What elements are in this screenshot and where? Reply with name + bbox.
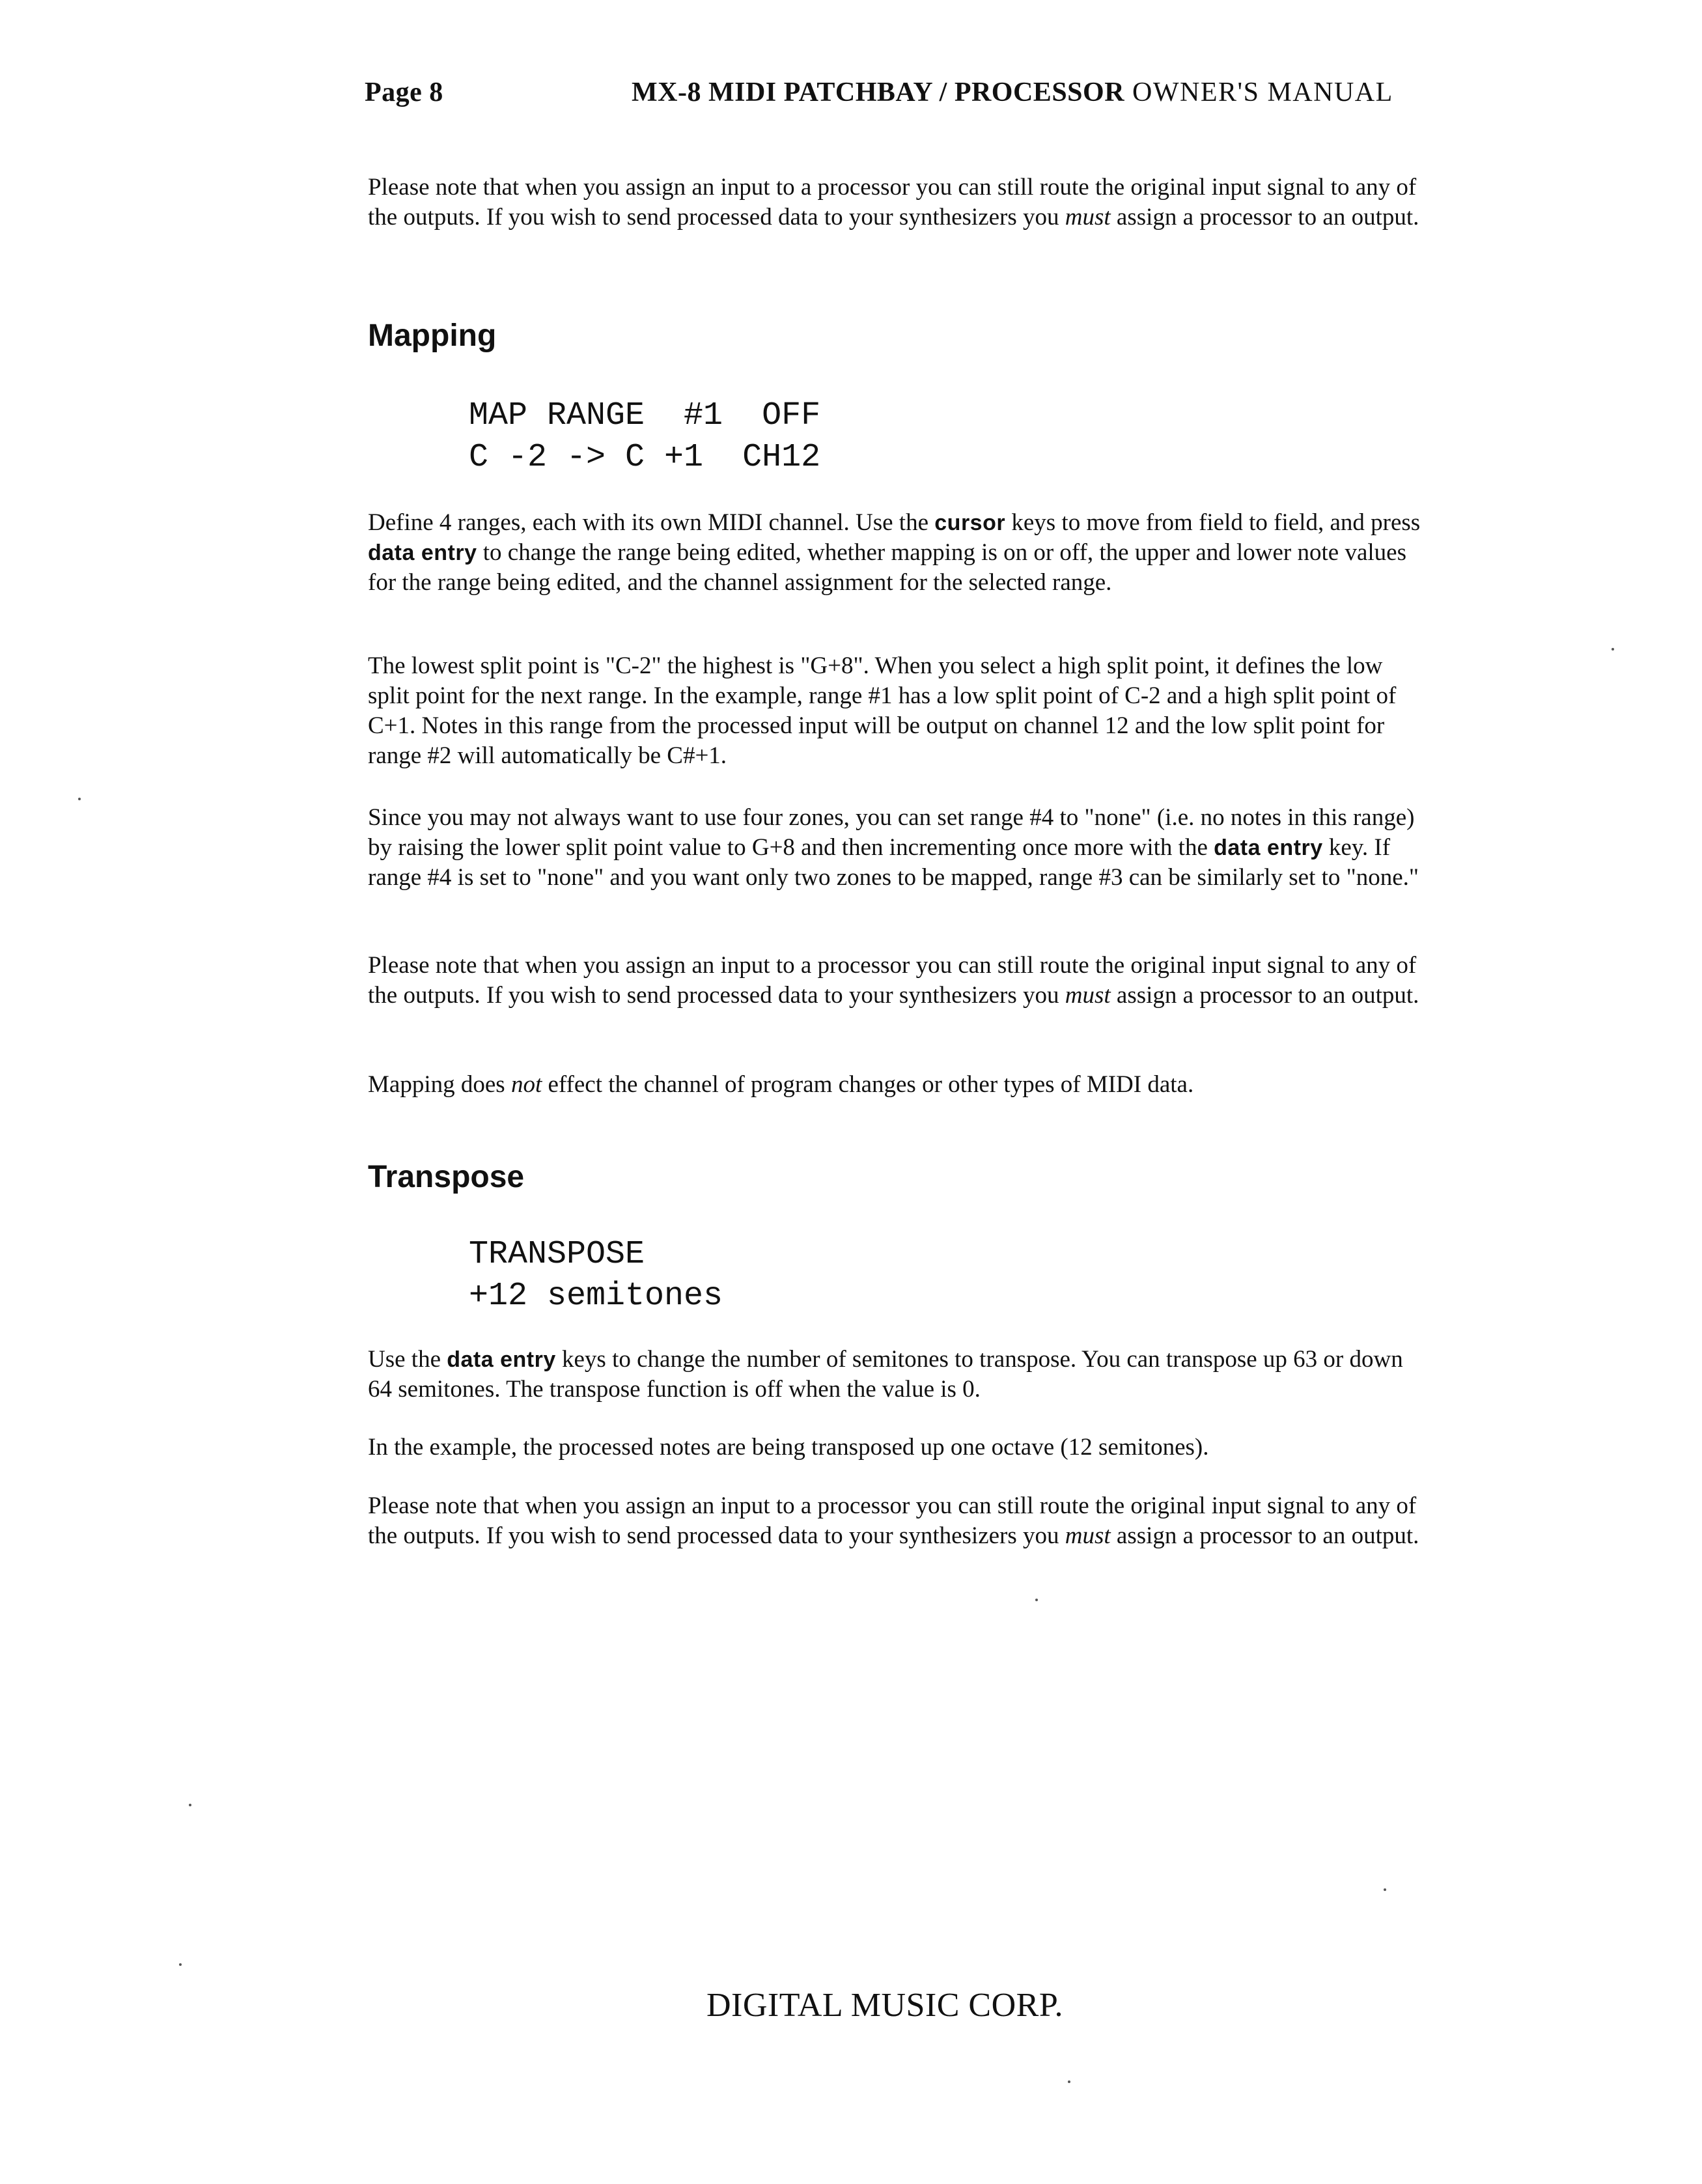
page-header	[365, 77, 1472, 116]
mapping-paragraph-4	[368, 951, 1423, 1011]
mapping-paragraph-3	[368, 803, 1423, 893]
mapping-p4-text-a: Please note that when you assign an input to a processor you can still route the original input signal to any of the outputs. If you wish to send processed data to your synthesizers you	[368, 952, 1417, 1009]
intro-text-a: Please note that when you assign an input to a processor you can still route the original input signal to any of the outputs. If you wish to send processed data to your synthesizers you	[368, 174, 1417, 231]
data-entry-key-label: data entry	[1214, 835, 1323, 860]
mapping-lcd-line-2: C -2 -> C +1 CH12	[469, 439, 821, 476]
page-number: Page 8	[365, 77, 443, 107]
transpose-paragraph-3	[368, 1491, 1423, 1551]
transpose-heading: Transpose	[368, 1160, 525, 1194]
intro-paragraph	[368, 173, 1423, 232]
transpose-p3-emphasis: must	[1065, 1522, 1111, 1549]
mapping-p3-text-a: Since you may not always want to use four zones, you can set range #4 to "none" (i.e. no notes in this range) by raising the lower split point value to G+8 and then incrementing once more with the	[368, 804, 1415, 861]
document-title-bold: MX-8 MIDI PATCHBAY / PROCESSOR	[632, 77, 1125, 107]
mapping-paragraph-5	[368, 1070, 1423, 1100]
document-title	[632, 77, 1393, 108]
scan-speck	[1611, 648, 1614, 651]
scan-speck	[1068, 2080, 1070, 2083]
scan-speck	[189, 1804, 191, 1806]
mapping-p5-emphasis: not	[510, 1071, 542, 1098]
mapping-p4-emphasis: must	[1065, 982, 1111, 1009]
transpose-paragraph-2: In the example, the processed notes are being transposed up one octave (12 semitones).	[368, 1434, 1209, 1461]
scan-speck	[1035, 1599, 1038, 1601]
intro-emphasis: must	[1065, 204, 1111, 231]
transpose-p3-text-b: assign a processor to an output.	[1110, 1522, 1419, 1549]
scan-speck	[179, 1963, 182, 1966]
mapping-paragraph-2: The lowest split point is "C-2" the highest is "G+8". When you select a high split point, it defines the low split point for the next range. In the example, range #1 has a low split point of C-2 and a high split point of C+1. Notes in this range from the processed input will be output on channel 12 and the low split point for range #2 will automatically be C#+1.	[368, 652, 1397, 769]
cursor-key-label: cursor	[934, 511, 1006, 535]
mapping-lcd-display	[469, 395, 820, 479]
mapping-heading: Mapping	[368, 318, 497, 353]
page-footer-company: DIGITAL MUSIC CORP.	[706, 1987, 1064, 2024]
data-entry-key-label: data entry	[368, 540, 477, 565]
document-title-rest: OWNER'S MANUAL	[1124, 77, 1393, 107]
intro-text-b: assign a processor to an output.	[1110, 204, 1419, 231]
transpose-p1-text-b: keys to change the number of semitones to transpose. You can transpose up 63 or down 64 semitones. The transpose function is off when the value is 0.	[368, 1346, 1403, 1403]
transpose-paragraph-1	[368, 1345, 1423, 1405]
mapping-p5-text-b: effect the channel of program changes or other types of MIDI data.	[542, 1071, 1194, 1098]
mapping-p1-text-c: to change the range being edited, whether mapping is on or off, the upper and lower note values for the range being edited, and the channel assignment for the selected range.	[368, 539, 1406, 596]
transpose-lcd-display	[469, 1234, 723, 1317]
transpose-p3-text-a: Please note that when you assign an input to a processor you can still route the original input signal to any of the outputs. If you wish to send processed data to your synthesizers you	[368, 1492, 1417, 1549]
mapping-p1-text-a: Define 4 ranges, each with its own MIDI channel. Use the	[368, 509, 935, 536]
mapping-p1-text-b: keys to move from field to field, and press	[1005, 509, 1421, 536]
mapping-p3-text-b: key. If range #4 is set to "none" and you want only two zones to be mapped, range #3 can be similarly set to "none."	[368, 834, 1419, 891]
transpose-lcd-line-1: TRANSPOSE	[469, 1236, 645, 1273]
mapping-p4-text-b: assign a processor to an output.	[1110, 982, 1419, 1009]
transpose-p1-text-a: Use the	[368, 1346, 447, 1373]
data-entry-key-label: data entry	[447, 1347, 556, 1372]
scan-speck	[1384, 1888, 1386, 1891]
scan-speck	[78, 798, 81, 800]
transpose-lcd-line-2: +12 semitones	[469, 1278, 723, 1315]
mapping-p5-text-a: Mapping does	[368, 1071, 511, 1098]
mapping-lcd-line-1: MAP RANGE #1 OFF	[469, 397, 821, 434]
mapping-paragraph-1	[368, 508, 1423, 598]
